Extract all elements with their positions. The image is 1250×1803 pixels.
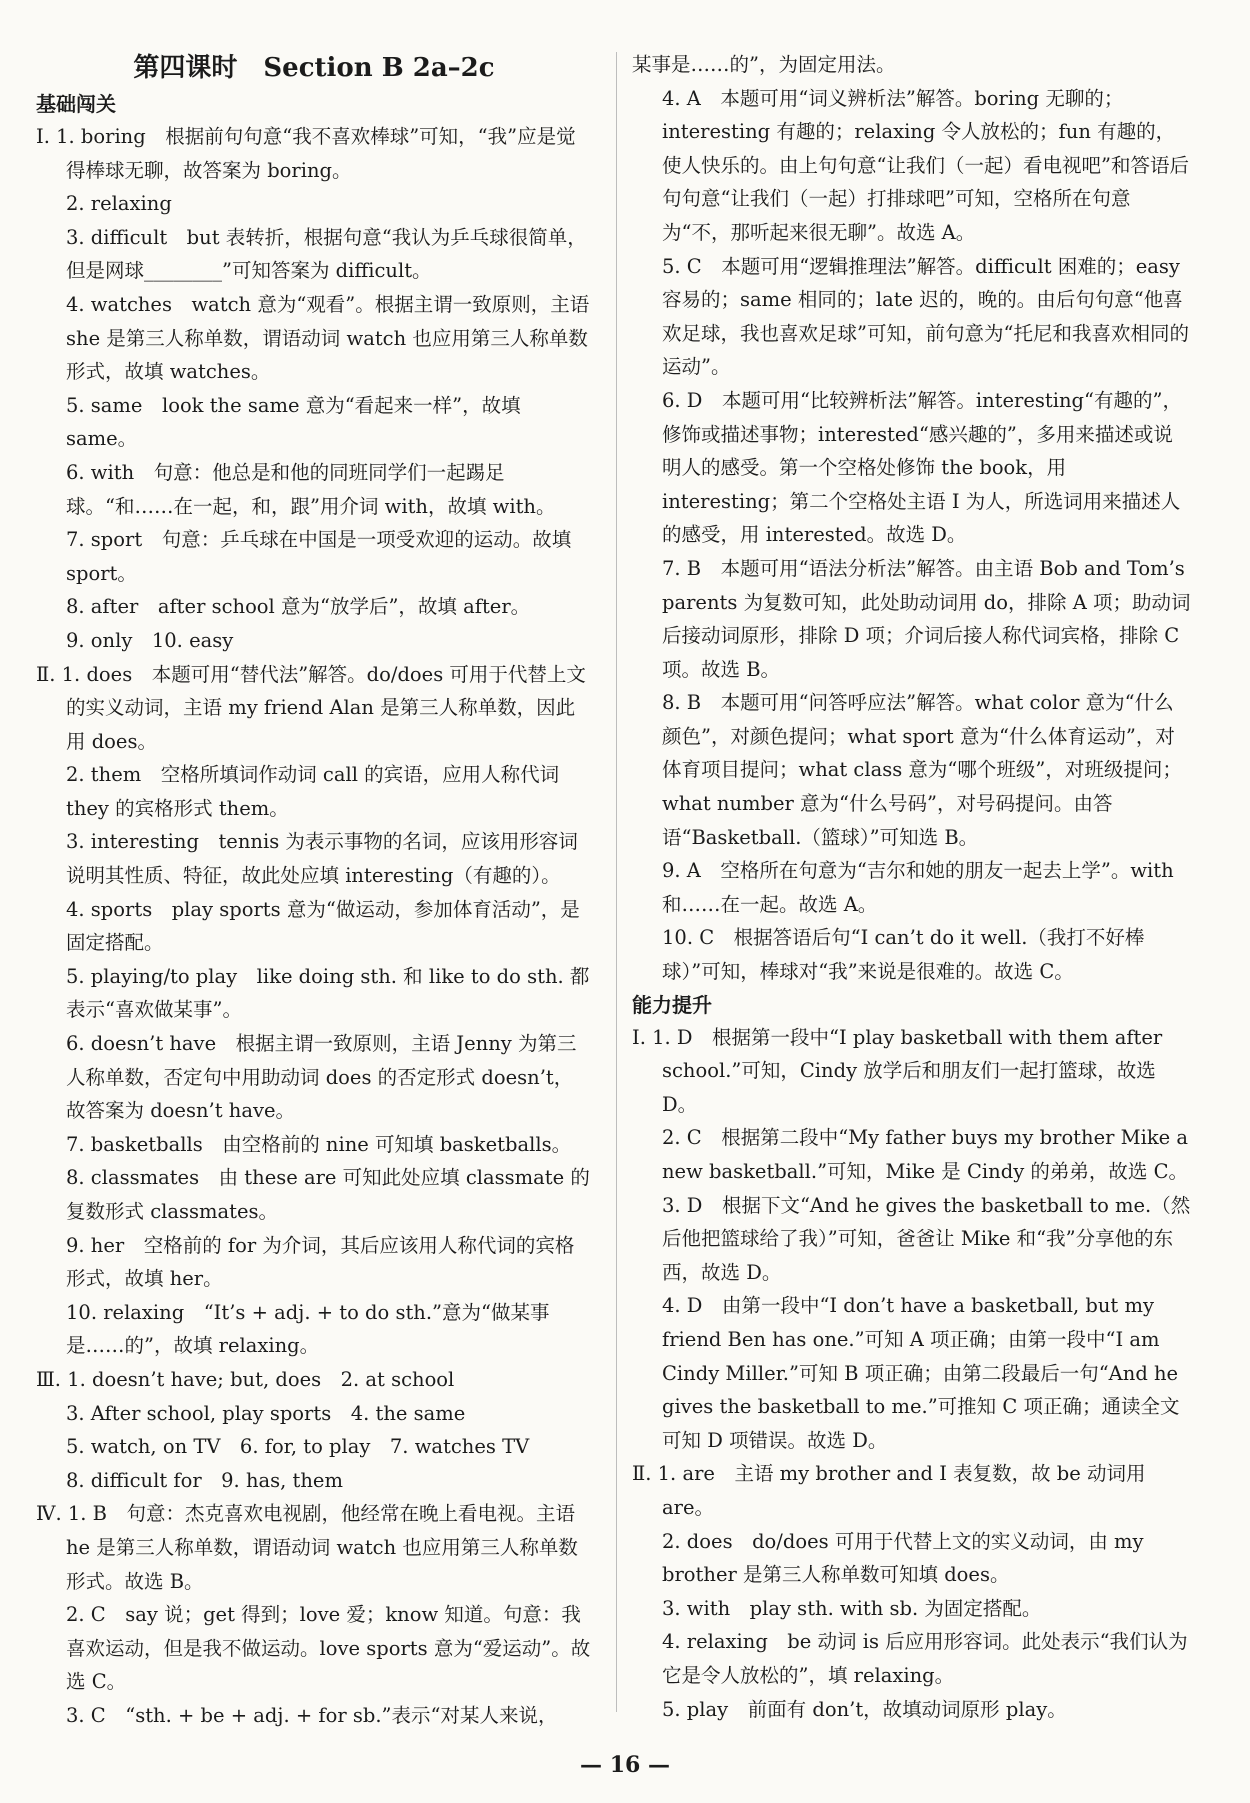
section-heading-basic: 基础闯关 <box>36 92 116 116</box>
answer-item: 3. C “sth. + be + adj. + for sb.”表示“对某人来说， <box>66 1703 558 1727</box>
answer-item: 3. interesting tennis 为表示事物的名词，应该用形容词说明其性质、特征，故此处应填 interesting（有趣的）。 <box>66 830 578 888</box>
answer-item: 10. C 根据答语后句“I can’t do it well.（我打不好棒球）”可知，棒球对“我”来说是很难的。故选 C。 <box>662 926 1145 984</box>
answer-item: 5. play 前面有 don’t，故填动词原形 play。 <box>662 1697 1067 1721</box>
answer-item: 8. difficult for 9. has, them <box>66 1468 343 1492</box>
answer-item: 6. with 句意：他总是和他的同班同学们一起踢足球。“和……在一起，和，跟”用介词 with，故填 with。 <box>66 460 556 518</box>
answer-item: 8. classmates 由 these are 可知此处应填 classmate 的复数形式 classmates。 <box>66 1166 590 1223</box>
answer-item: Ⅰ. 1. D 根据第一段中“I play basketball with them after school.”可知，Cindy 放学后和朋友们一起打篮球，故选 D。 <box>632 1025 1163 1116</box>
answer-item: 3. After school, play sports 4. the same <box>66 1401 466 1425</box>
answer-item: 4. sports play sports 意为“做运动，参加体育活动”，是固定搭配。 <box>66 897 580 955</box>
answer-item: 2. C say 说；get 得到；love 爱；know 知道。句意：我喜欢运动，但是我不做运动。love sports 意为“爱运动”。故选 C。 <box>66 1603 591 1694</box>
answer-item: 5. watch, on TV 6. for, to play 7. watches TV <box>66 1435 530 1459</box>
right-column <box>632 48 1192 1726</box>
answer-item: 2. does do/does 可用于代替上文的实义动词，由 my brother 是第三人称单数可知填 does。 <box>662 1529 1144 1587</box>
right-answer-list-bottom <box>632 1021 1192 1726</box>
answer-item: 7. sport 句意：乒乓球在中国是一项受欢迎的运动。故填 sport。 <box>66 528 572 585</box>
section-heading-advanced: 能力提升 <box>632 992 712 1017</box>
answer-item: 5. playing/to play like doing sth. 和 like to do sth. 都表示“喜欢做某事”。 <box>66 964 590 1022</box>
answer-item: 8. B 本题可用“问答呼应法”解答。what color 意为“什么颜色”，对颜色提问；what sport 意为“什么体育运动”，对体育项目提问；what class 意为“哪个班级”，对班级提问；what number 意为“什么号码”，对号码提问。由答语“Basketball.（篮球）”可知选 B。 <box>662 691 1182 849</box>
answer-item: 4. D 由第一段中“I don’t have a basketball, but my friend Ben has one.”可知 A 项正确；由第一段中“I am Cindy Miller.”可知 B 项正确；由第二段最后一句“And he gives the basketball to me.”可推知 C 项正确；通读全文可知 D 项错误。故选 D。 <box>662 1294 1180 1452</box>
answer-item: 7. B 本题可用“语法分析法”解答。由主语 Bob and Tom’s parents 为复数可知，此处助动词用 do，排除 A 项；助动词后接动词原形，排除 D 项；介词后接人称代词宾格，排除 C 项。故选 B。 <box>662 556 1191 681</box>
page-title: 第四课时 Section B 2a–2c <box>133 53 495 83</box>
answer-item: Ⅳ. 1. B 句意：杰克喜欢电视剧，他经常在晚上看电视。主语 he 是第三人称单数，谓语动词 watch 也应用第三人称单数形式。故选 B。 <box>36 1502 578 1593</box>
left-answer-list <box>36 120 592 1733</box>
answer-item: 3. difficult but 表转折，根据句意“我认为乒乓球很简单，但是网球________”可知答案为 difficult。 <box>66 225 587 283</box>
answer-item: Ⅱ. 1. does 本题可用“替代法”解答。do/does 可用于代替上文的实义动词，主语 my friend Alan 是第三人称单数，因此用 does。 <box>36 662 586 753</box>
answer-item: 2. C 根据第二段中“My father buys my brother Mike a new basketball.”可知，Mike 是 Cindy 的弟弟，故选 C。 <box>662 1126 1189 1183</box>
page-number: — 16 — <box>580 1752 670 1778</box>
right-answer-list-top <box>632 48 1192 989</box>
answer-item: Ⅲ. 1. doesn’t have; but, does 2. at school <box>36 1367 455 1391</box>
answer-item: 6. D 本题可用“比较辨析法”解答。interesting“有趣的”，修饰或描述事物；interested“感兴趣的”，多用来描述或说明人的感受。第一个空格处修饰 the book，用 interesting；第二个空格处主语 I 为人，所选词用来描述人的感受，用 interested。故选 D。 <box>662 388 1182 547</box>
answer-item: 5. same look the same 意为“看起来一样”，故填 same。 <box>66 393 521 451</box>
answer-item: 3. with play sth. with sb. 为固定搭配。 <box>662 1596 1042 1620</box>
answer-item: 9. her 空格前的 for 为介词，其后应该用人称代词的宾格形式，故填 her。 <box>66 1233 575 1291</box>
answer-item: 4. watches watch 意为“观看”。根据主谓一致原则，主语 she 是第三人称单数，谓语动词 watch 也应用第三人称单数形式，故填 watches。 <box>66 292 590 384</box>
answer-item: 7. basketballs 由空格前的 nine 可知填 basketballs。 <box>66 1132 572 1156</box>
answer-item: Ⅰ. 1. boring 根据前句句意“我不喜欢棒球”可知，“我”应是觉得棒球无聊，故答案为 boring。 <box>36 125 576 182</box>
answer-item: 9. only 10. easy <box>66 628 234 652</box>
answer-item: 3. D 根据下文“And he gives the basketball to me.（然后他把篮球给了我）”可知，爸爸让 Mike 和“我”分享他的东西，故选 D。 <box>662 1193 1191 1284</box>
answer-item: 9. A 空格所在句意为“吉尔和她的朋友一起去上学”。with 和……在一起。故选 A。 <box>662 859 1174 916</box>
answer-item: Ⅱ. 1. are 主语 my brother and I 表复数，故 be 动词用 are。 <box>632 1462 1146 1519</box>
column-divider <box>616 52 617 1712</box>
answer-item: 8. after after school 意为“放学后”，故填 after。 <box>66 595 531 619</box>
left-column <box>36 48 592 1733</box>
answer-item: 6. doesn’t have 根据主谓一致原则，主语 Jenny 为第三人称单数，否定句中用助动词 does 的否定形式 doesn’t，故答案为 doesn’t have。 <box>66 1032 577 1123</box>
answer-item: 某事是……的”，为固定用法。 <box>632 53 896 76</box>
answer-item: 10. relaxing “It’s + adj. + to do sth.”意为“做某事是……的”，故填 relaxing。 <box>66 1300 550 1358</box>
answer-item: 4. relaxing be 动词 is 后应用形容词。此处表示“我们认为它是令人放松的”，填 relaxing。 <box>662 1630 1188 1687</box>
answer-item: 2. them 空格所填词作动词 call 的宾语，应用人称代词 they 的宾格形式 them。 <box>66 763 560 820</box>
answer-item: 5. C 本题可用“逻辑推理法”解答。difficult 困难的；easy 容易的；same 相同的；late 迟的，晚的。由后句句意“他喜欢足球，我也喜欢足球”可知，前句意为“托尼和我喜欢相同的运动”。 <box>662 254 1189 379</box>
answer-item: 2. relaxing <box>66 192 172 216</box>
answer-item: 4. A 本题可用“词义辨析法”解答。boring 无聊的；interesting 有趣的；relaxing 令人放松的；fun 有趣的，使人快乐的。由上句句意“让我们（一起）看电视吧”和答语后句句意“让我们（一起）打排球吧”可知，空格所在句意为“不，那听起来很无聊”。故选 A。 <box>662 86 1189 244</box>
